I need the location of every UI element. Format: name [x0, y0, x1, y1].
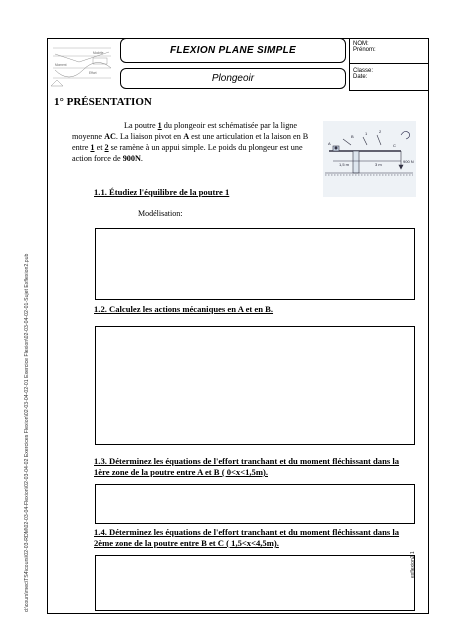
answer-box-1[interactable] — [95, 228, 415, 300]
answer-box-4[interactable] — [95, 555, 415, 611]
fig-dim-2: 3 m — [375, 162, 382, 167]
logo-label: Moment — [55, 63, 67, 67]
firstname-field-label: Prénom: — [353, 47, 376, 54]
intro-paragraph: La poutre 1 du plongeoir est schématisée par la ligne moyenne AC. La liaison pivot en A est une articulation et la laison en B entre 1 et 2 se ramène à un appui simple. Le poids du plongeur est une action force de 900N. — [72, 121, 309, 163]
page-footer: exflexion2 1 — [410, 551, 416, 578]
logo-label: Effort — [89, 71, 97, 75]
class-field-label: Classe: — [350, 63, 429, 74]
answer-box-3[interactable] — [95, 484, 415, 524]
date-field-label: Date: — [353, 73, 368, 80]
student-id-box — [349, 38, 429, 91]
fig-label-b: B — [351, 134, 354, 139]
question-1-4: 1.4. Déterminez les équations de l'effort tranchant et du moment fléchissant dans la 2ème zone de la poutre entre B et C ( 1,5<x<4,5m). — [94, 527, 400, 548]
fig-label-1: 1 — [365, 131, 368, 136]
file-path-margin: d:\cours\mec\TS4\cours\02-03-RDM\02-03-04-Flexion\02-03-04-02 Exercices Flexion\02-03-04-02-01 Exercice Flexion\02-03-04-02-01-Sujet Exflexion2.pub — [24, 253, 30, 612]
document-title: FLEXION PLANE SIMPLE — [120, 38, 346, 63]
question-1-1: 1.1. Étudiez l'équilibre de la poutre 1 — [94, 187, 230, 197]
answer-box-2[interactable] — [95, 326, 415, 445]
fig-label-a: A — [328, 141, 331, 146]
logo-label: Modèle — [93, 51, 104, 55]
modelisation-label: Modélisation: — [138, 209, 183, 218]
document-subtitle: Plongeoir — [120, 68, 346, 89]
diving-board-figure — [323, 121, 416, 197]
name-field-label: NOM: — [353, 41, 369, 47]
fig-force-label: 900 N — [403, 159, 414, 164]
course-logo — [49, 40, 115, 90]
question-1-2: 1.2. Calculez les actions mécaniques en A et en B. — [94, 304, 274, 314]
fig-dim-1: 1,5 m — [339, 162, 350, 167]
fig-label-2: 2 — [379, 129, 382, 134]
fig-label-c: C — [393, 143, 396, 148]
question-1-3: 1.3. Déterminez les équations de l'effort tranchant et du moment fléchissant dans la 1ère zone de la poutre entre A et B ( 0<x<1,5m). — [94, 456, 400, 477]
support-b — [353, 151, 359, 173]
section-title: 1° PRÉSENTATION — [54, 96, 152, 108]
